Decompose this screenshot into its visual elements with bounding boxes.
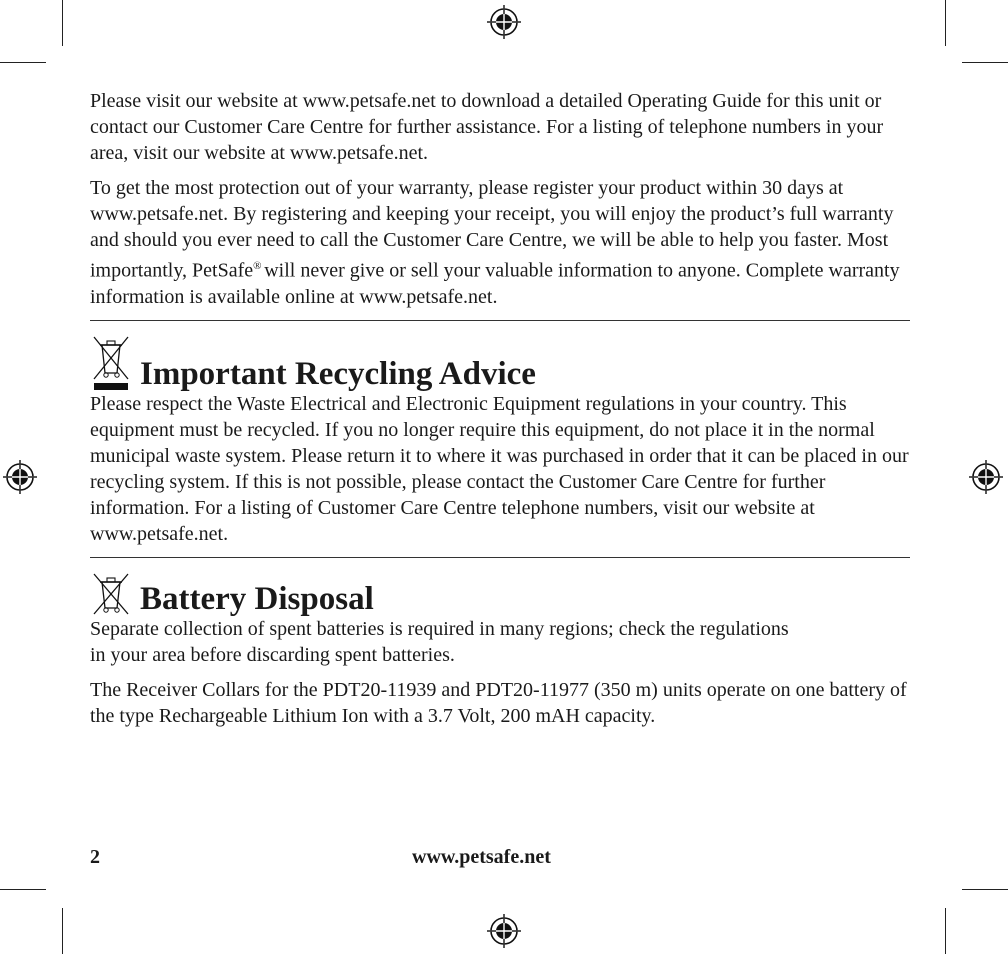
crop-mark [962,889,1008,890]
page-content [90,88,920,738]
section-divider [90,557,910,558]
crop-mark [62,908,63,954]
crop-mark [0,889,46,890]
registration-mark-icon [3,460,37,494]
registration-mark-icon [487,914,521,948]
recycling-heading-row [90,333,920,391]
battery-heading: Battery Disposal [140,580,374,617]
registration-mark-icon [969,460,1003,494]
page-number: 2 [90,846,100,868]
recycling-heading: Important Recycling Advice [140,355,536,392]
crossed-bin-icon [90,570,132,616]
battery-paragraph-2: The Receiver Collars for the PDT20-11939 and PDT20-11977 (350 m) units operate on one battery of the type Rechargeable Lithium Ion with a 3.7 Volt, 200 mAH capacity. [90,678,907,727]
crossed-bin-icon [90,333,132,391]
warranty-paragraph [90,175,920,310]
crop-mark [62,0,63,46]
warranty-text-end: will never give or sell your valuable information to anyone. Complete warranty information is available online at www.petsafe.net. [90,259,900,308]
crop-mark [945,0,946,46]
recycling-paragraph: Please respect the Waste Electrical and Electronic Equipment regulations in your country. This equipment must be recycled. If you no longer require this equipment, do not place it in the normal municipal waste system. Please return it to where it was purchased in order that it can be placed in our recycling system. If this is not possible, please contact the Customer Care Centre for further information. For a listing of Customer Care Centre telephone numbers, visit our website at www.petsafe.net. [90,392,909,545]
registration-mark-icon [487,5,521,39]
crop-mark [0,62,46,63]
battery-paragraph-1: Separate collection of spent batteries is required in many regions; check the regulations in your area before discarding spent batteries. [90,617,789,666]
section-divider [90,320,910,321]
crop-mark [962,62,1008,63]
footer-website: www.petsafe.net [412,846,551,868]
battery-heading-row [90,570,920,616]
support-paragraph: Please visit our website at www.petsafe.net to download a detailed Operating Guide for this unit or contact our Customer Care Centre for further assistance. For a listing of telephone numbers in your area, visit our website at www.petsafe.net. [90,90,884,164]
registered-mark: ® [253,260,265,272]
crop-mark [945,908,946,954]
warranty-text-start: To get the most protection out of your warranty, please register your product within 30 days at www.petsafe.net. By registering and keeping your receipt, you will enjoy the product’s full warranty and should you ever need to call the Customer Care Centre, we will be able to help you faster. Most importantly, PetSafe [90,177,894,282]
